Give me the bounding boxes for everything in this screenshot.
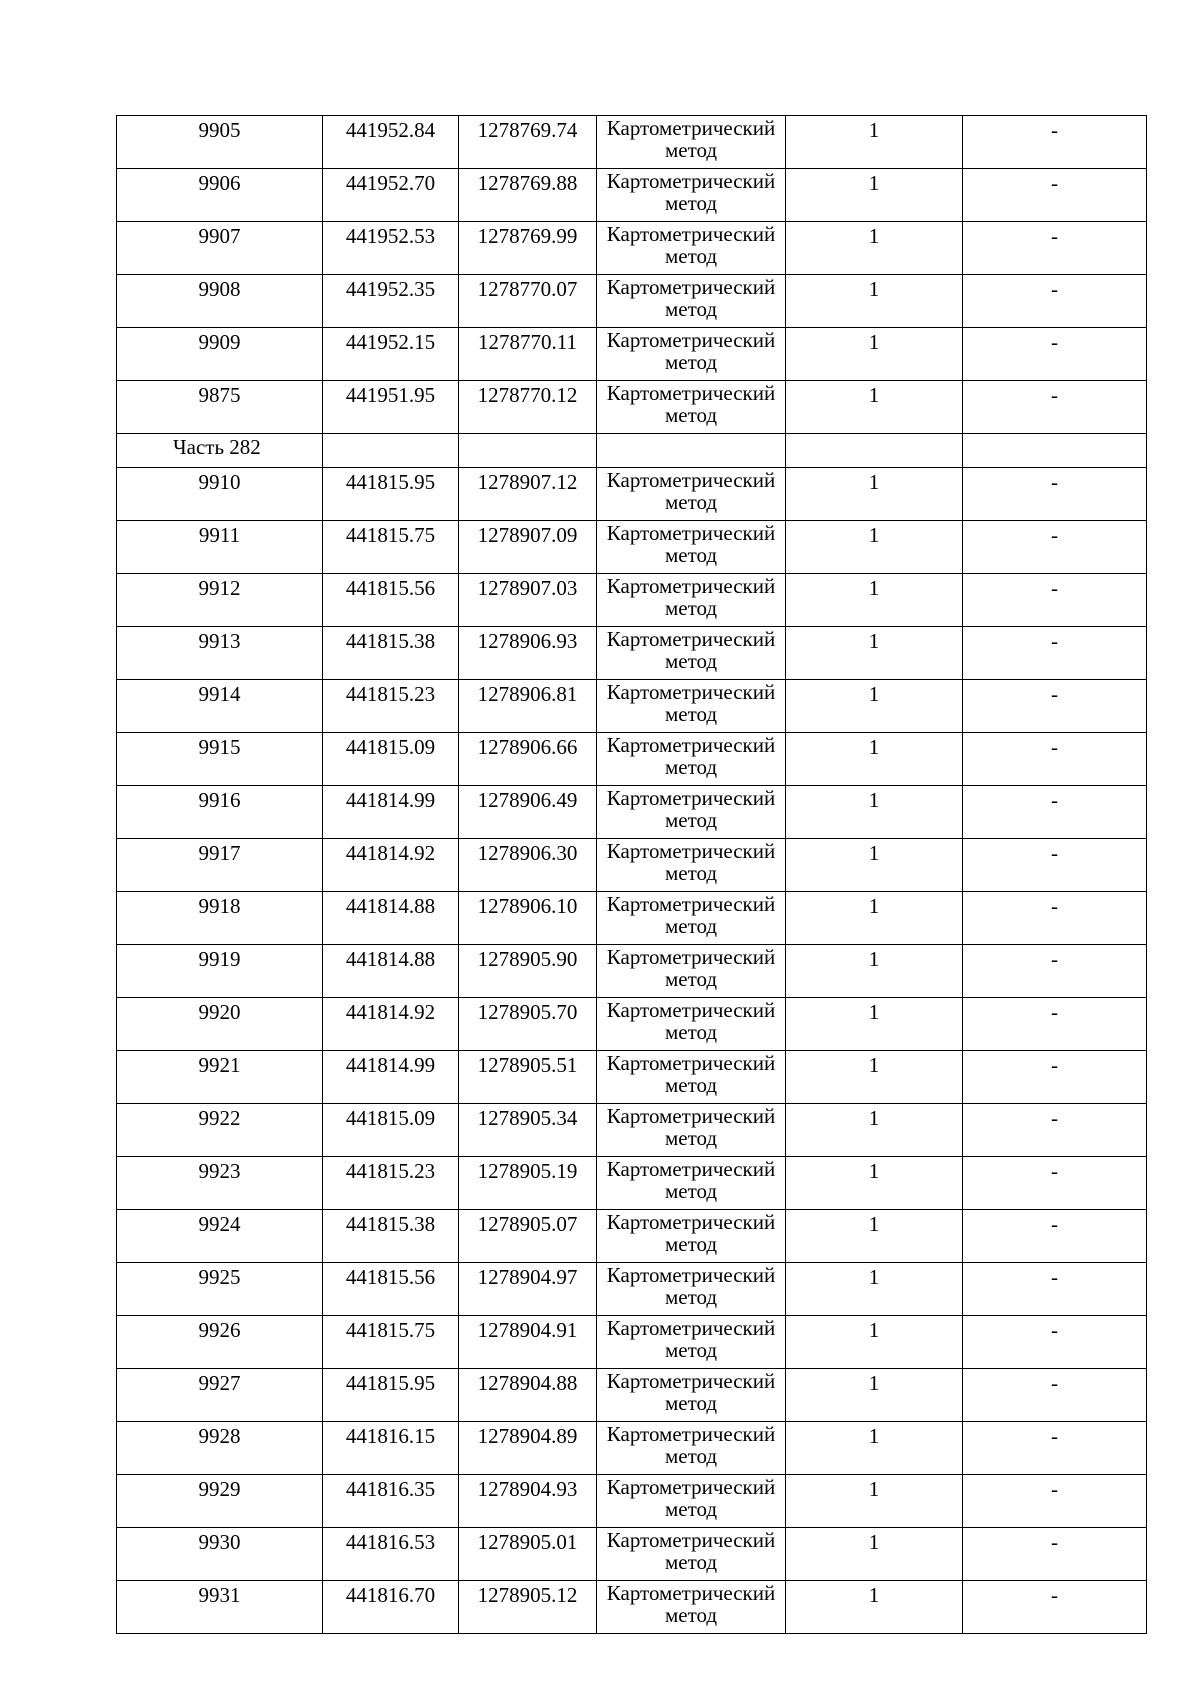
method-line-2: метод [664, 297, 718, 321]
method-line-1: Картометрический [606, 1528, 776, 1552]
part-section [117, 434, 1147, 468]
x-coordinate: 441814.92 [323, 839, 459, 892]
method-cell [597, 733, 786, 786]
table-row [117, 328, 1147, 381]
method-line-1: Картометрический [606, 1475, 776, 1499]
note-value: - [963, 786, 1147, 839]
table-row [117, 1104, 1147, 1157]
accuracy-value: 1 [786, 1210, 963, 1263]
table-row [117, 468, 1147, 521]
accuracy-value: 1 [786, 945, 963, 998]
method-line-1: Картометрический [606, 998, 776, 1022]
method-cell [597, 1104, 786, 1157]
x-coordinate: 441814.88 [323, 892, 459, 945]
x-coordinate: 441815.38 [323, 1210, 459, 1263]
table-row [117, 1528, 1147, 1581]
method-line-1: Картометрический [606, 680, 776, 704]
method-line-2: метод [664, 1497, 718, 1521]
table-row [117, 275, 1147, 328]
method-cell [597, 945, 786, 998]
method-line-2: метод [664, 403, 718, 427]
note-value: - [963, 1316, 1147, 1369]
method-line-1: Картометрический [606, 275, 776, 299]
table-row [117, 1051, 1147, 1104]
method-line-1: Картометрический [606, 169, 776, 193]
accuracy-value: 1 [786, 1157, 963, 1210]
y-coordinate: 1278905.19 [459, 1157, 597, 1210]
method-cell [597, 169, 786, 222]
point-number: 9930 [117, 1528, 323, 1581]
table-row [117, 1263, 1147, 1316]
y-coordinate: 1278905.90 [459, 945, 597, 998]
note-value: - [963, 998, 1147, 1051]
method-line-1: Картометрический [606, 1157, 776, 1181]
method-cell [597, 1316, 786, 1369]
x-coordinate: 441815.23 [323, 680, 459, 733]
coordinates-table [116, 115, 1147, 1634]
method-line-2: метод [664, 596, 718, 620]
table-row [117, 381, 1147, 434]
method-cell [597, 1051, 786, 1104]
method-cell [597, 1422, 786, 1475]
point-number: 9925 [117, 1263, 323, 1316]
x-coordinate: 441815.56 [323, 1263, 459, 1316]
empty-cell [323, 434, 459, 468]
y-coordinate: 1278907.03 [459, 574, 597, 627]
y-coordinate: 1278905.34 [459, 1104, 597, 1157]
point-number: 9906 [117, 169, 323, 222]
accuracy-value: 1 [786, 116, 963, 169]
method-cell [597, 839, 786, 892]
y-coordinate: 1278770.07 [459, 275, 597, 328]
note-value: - [963, 328, 1147, 381]
method-line-1: Картометрический [606, 1263, 776, 1287]
table-row [117, 1210, 1147, 1263]
accuracy-value: 1 [786, 1104, 963, 1157]
point-number: 9923 [117, 1157, 323, 1210]
accuracy-value: 1 [786, 521, 963, 574]
method-cell [597, 1157, 786, 1210]
y-coordinate: 1278906.81 [459, 680, 597, 733]
method-line-2: метод [664, 138, 718, 162]
note-value: - [963, 733, 1147, 786]
method-line-2: метод [664, 191, 718, 215]
y-coordinate: 1278769.74 [459, 116, 597, 169]
note-value: - [963, 839, 1147, 892]
table-row [117, 574, 1147, 627]
accuracy-value: 1 [786, 222, 963, 275]
x-coordinate: 441815.56 [323, 574, 459, 627]
x-coordinate: 441815.09 [323, 733, 459, 786]
table-row [117, 1422, 1147, 1475]
method-cell [597, 521, 786, 574]
y-coordinate: 1278770.11 [459, 328, 597, 381]
x-coordinate: 441951.95 [323, 381, 459, 434]
method-line-1: Картометрический [606, 1581, 776, 1605]
method-line-1: Картометрический [606, 328, 776, 352]
point-number: 9920 [117, 998, 323, 1051]
point-number: 9919 [117, 945, 323, 998]
method-line-2: метод [664, 967, 718, 991]
y-coordinate: 1278906.66 [459, 733, 597, 786]
note-value: - [963, 1051, 1147, 1104]
accuracy-value: 1 [786, 998, 963, 1051]
point-number: 9911 [117, 521, 323, 574]
y-coordinate: 1278769.99 [459, 222, 597, 275]
table-row [117, 945, 1147, 998]
table-row [117, 1581, 1147, 1634]
point-number: 9910 [117, 468, 323, 521]
method-line-2: метод [664, 1603, 718, 1627]
accuracy-value: 1 [786, 1263, 963, 1316]
method-line-1: Картометрический [606, 521, 776, 545]
note-value: - [963, 1263, 1147, 1316]
note-value: - [963, 468, 1147, 521]
method-line-2: метод [664, 1020, 718, 1044]
method-line-2: метод [664, 649, 718, 673]
point-number: 9916 [117, 786, 323, 839]
table-row [117, 892, 1147, 945]
y-coordinate: 1278906.93 [459, 627, 597, 680]
method-cell [597, 1210, 786, 1263]
method-line-2: метод [664, 1073, 718, 1097]
method-line-1: Картометрический [606, 222, 776, 246]
y-coordinate: 1278904.88 [459, 1369, 597, 1422]
x-coordinate: 441815.95 [323, 468, 459, 521]
empty-cell [597, 434, 786, 468]
y-coordinate: 1278906.10 [459, 892, 597, 945]
accuracy-value: 1 [786, 468, 963, 521]
note-value: - [963, 574, 1147, 627]
accuracy-value: 1 [786, 786, 963, 839]
method-line-2: метод [664, 244, 718, 268]
accuracy-value: 1 [786, 892, 963, 945]
y-coordinate: 1278905.70 [459, 998, 597, 1051]
point-number: 9913 [117, 627, 323, 680]
table-row [117, 521, 1147, 574]
x-coordinate: 441815.23 [323, 1157, 459, 1210]
method-cell [597, 1581, 786, 1634]
method-cell [597, 328, 786, 381]
note-value: - [963, 1581, 1147, 1634]
x-coordinate: 441814.99 [323, 1051, 459, 1104]
y-coordinate: 1278769.88 [459, 169, 597, 222]
point-number: 9907 [117, 222, 323, 275]
method-cell [597, 381, 786, 434]
table-row [117, 1369, 1147, 1422]
method-line-2: метод [664, 490, 718, 514]
rows-after-part [117, 468, 1147, 1634]
accuracy-value: 1 [786, 381, 963, 434]
note-value: - [963, 945, 1147, 998]
x-coordinate: 441815.38 [323, 627, 459, 680]
x-coordinate: 441814.99 [323, 786, 459, 839]
y-coordinate: 1278904.91 [459, 1316, 597, 1369]
method-line-1: Картометрический [606, 1316, 776, 1340]
table-row [117, 627, 1147, 680]
accuracy-value: 1 [786, 1422, 963, 1475]
method-line-2: метод [664, 1126, 718, 1150]
point-number: 9915 [117, 733, 323, 786]
table-row [117, 116, 1147, 169]
accuracy-value: 1 [786, 733, 963, 786]
method-cell [597, 627, 786, 680]
table-row [117, 786, 1147, 839]
method-cell [597, 786, 786, 839]
method-line-1: Картометрический [606, 839, 776, 863]
method-line-1: Картометрический [606, 468, 776, 492]
method-line-2: метод [664, 1232, 718, 1256]
x-coordinate: 441814.92 [323, 998, 459, 1051]
table-row [117, 1157, 1147, 1210]
point-number: 9875 [117, 381, 323, 434]
point-number: 9922 [117, 1104, 323, 1157]
point-number: 9921 [117, 1051, 323, 1104]
table-row [117, 998, 1147, 1051]
note-value: - [963, 1104, 1147, 1157]
method-line-1: Картометрический [606, 945, 776, 969]
accuracy-value: 1 [786, 1475, 963, 1528]
method-line-1: Картометрический [606, 786, 776, 810]
note-value: - [963, 381, 1147, 434]
method-line-1: Картометрический [606, 1051, 776, 1075]
method-line-1: Картометрический [606, 1104, 776, 1128]
method-line-1: Картометрический [606, 733, 776, 757]
method-line-2: метод [664, 702, 718, 726]
rows-before-part [117, 116, 1147, 434]
part-header-row [117, 434, 1147, 468]
note-value: - [963, 680, 1147, 733]
method-cell [597, 222, 786, 275]
method-cell [597, 275, 786, 328]
method-cell [597, 892, 786, 945]
y-coordinate: 1278905.51 [459, 1051, 597, 1104]
table-row [117, 680, 1147, 733]
point-number: 9908 [117, 275, 323, 328]
note-value: - [963, 1210, 1147, 1263]
method-line-2: метод [664, 1285, 718, 1309]
accuracy-value: 1 [786, 275, 963, 328]
point-number: 9909 [117, 328, 323, 381]
note-value: - [963, 116, 1147, 169]
method-line-2: метод [664, 1444, 718, 1468]
x-coordinate: 441814.88 [323, 945, 459, 998]
method-line-2: метод [664, 1179, 718, 1203]
empty-cell [963, 434, 1147, 468]
method-line-2: метод [664, 861, 718, 885]
method-cell [597, 1528, 786, 1581]
point-number: 9929 [117, 1475, 323, 1528]
x-coordinate: 441952.84 [323, 116, 459, 169]
method-line-2: метод [664, 1391, 718, 1415]
x-coordinate: 441815.75 [323, 521, 459, 574]
method-line-2: метод [664, 914, 718, 938]
method-line-1: Картометрический [606, 1422, 776, 1446]
point-number: 9924 [117, 1210, 323, 1263]
table-row [117, 839, 1147, 892]
point-number: 9914 [117, 680, 323, 733]
x-coordinate: 441952.53 [323, 222, 459, 275]
table-row [117, 1316, 1147, 1369]
method-cell [597, 574, 786, 627]
method-line-2: метод [664, 755, 718, 779]
note-value: - [963, 1528, 1147, 1581]
method-line-1: Картометрический [606, 116, 776, 140]
method-line-2: метод [664, 1550, 718, 1574]
empty-cell [786, 434, 963, 468]
accuracy-value: 1 [786, 839, 963, 892]
y-coordinate: 1278904.93 [459, 1475, 597, 1528]
method-line-1: Картометрический [606, 1210, 776, 1234]
x-coordinate: 441816.70 [323, 1581, 459, 1634]
method-cell [597, 1369, 786, 1422]
accuracy-value: 1 [786, 627, 963, 680]
method-cell [597, 116, 786, 169]
y-coordinate: 1278907.09 [459, 521, 597, 574]
accuracy-value: 1 [786, 1051, 963, 1104]
accuracy-value: 1 [786, 680, 963, 733]
point-number: 9918 [117, 892, 323, 945]
y-coordinate: 1278904.89 [459, 1422, 597, 1475]
note-value: - [963, 1422, 1147, 1475]
method-line-1: Картометрический [606, 892, 776, 916]
table-row [117, 222, 1147, 275]
note-value: - [963, 521, 1147, 574]
accuracy-value: 1 [786, 1581, 963, 1634]
accuracy-value: 1 [786, 328, 963, 381]
accuracy-value: 1 [786, 574, 963, 627]
x-coordinate: 441816.35 [323, 1475, 459, 1528]
y-coordinate: 1278905.01 [459, 1528, 597, 1581]
empty-cell [459, 434, 597, 468]
point-number: 9928 [117, 1422, 323, 1475]
note-value: - [963, 169, 1147, 222]
accuracy-value: 1 [786, 169, 963, 222]
method-line-1: Картометрический [606, 1369, 776, 1393]
method-line-1: Картометрический [606, 627, 776, 651]
accuracy-value: 1 [786, 1316, 963, 1369]
method-line-2: метод [664, 1338, 718, 1362]
table-row [117, 169, 1147, 222]
y-coordinate: 1278770.12 [459, 381, 597, 434]
point-number: 9926 [117, 1316, 323, 1369]
point-number: 9917 [117, 839, 323, 892]
y-coordinate: 1278906.49 [459, 786, 597, 839]
method-cell [597, 680, 786, 733]
x-coordinate: 441952.15 [323, 328, 459, 381]
point-number: 9912 [117, 574, 323, 627]
note-value: - [963, 1157, 1147, 1210]
method-line-1: Картометрический [606, 381, 776, 405]
x-coordinate: 441952.70 [323, 169, 459, 222]
method-line-1: Картометрический [606, 574, 776, 598]
x-coordinate: 441952.35 [323, 275, 459, 328]
x-coordinate: 441816.15 [323, 1422, 459, 1475]
table-row [117, 733, 1147, 786]
y-coordinate: 1278905.07 [459, 1210, 597, 1263]
note-value: - [963, 627, 1147, 680]
x-coordinate: 441816.53 [323, 1528, 459, 1581]
x-coordinate: 441815.09 [323, 1104, 459, 1157]
note-value: - [963, 1369, 1147, 1422]
method-cell [597, 1263, 786, 1316]
note-value: - [963, 275, 1147, 328]
table-row [117, 1475, 1147, 1528]
y-coordinate: 1278905.12 [459, 1581, 597, 1634]
x-coordinate: 441815.75 [323, 1316, 459, 1369]
method-cell [597, 468, 786, 521]
method-line-2: метод [664, 543, 718, 567]
part-label: Часть 282 [117, 434, 323, 468]
method-cell [597, 998, 786, 1051]
accuracy-value: 1 [786, 1528, 963, 1581]
note-value: - [963, 222, 1147, 275]
y-coordinate: 1278907.12 [459, 468, 597, 521]
method-cell [597, 1475, 786, 1528]
point-number: 9927 [117, 1369, 323, 1422]
point-number: 9931 [117, 1581, 323, 1634]
accuracy-value: 1 [786, 1369, 963, 1422]
note-value: - [963, 892, 1147, 945]
note-value: - [963, 1475, 1147, 1528]
x-coordinate: 441815.95 [323, 1369, 459, 1422]
method-line-2: метод [664, 350, 718, 374]
y-coordinate: 1278906.30 [459, 839, 597, 892]
point-number: 9905 [117, 116, 323, 169]
y-coordinate: 1278904.97 [459, 1263, 597, 1316]
method-line-2: метод [664, 808, 718, 832]
